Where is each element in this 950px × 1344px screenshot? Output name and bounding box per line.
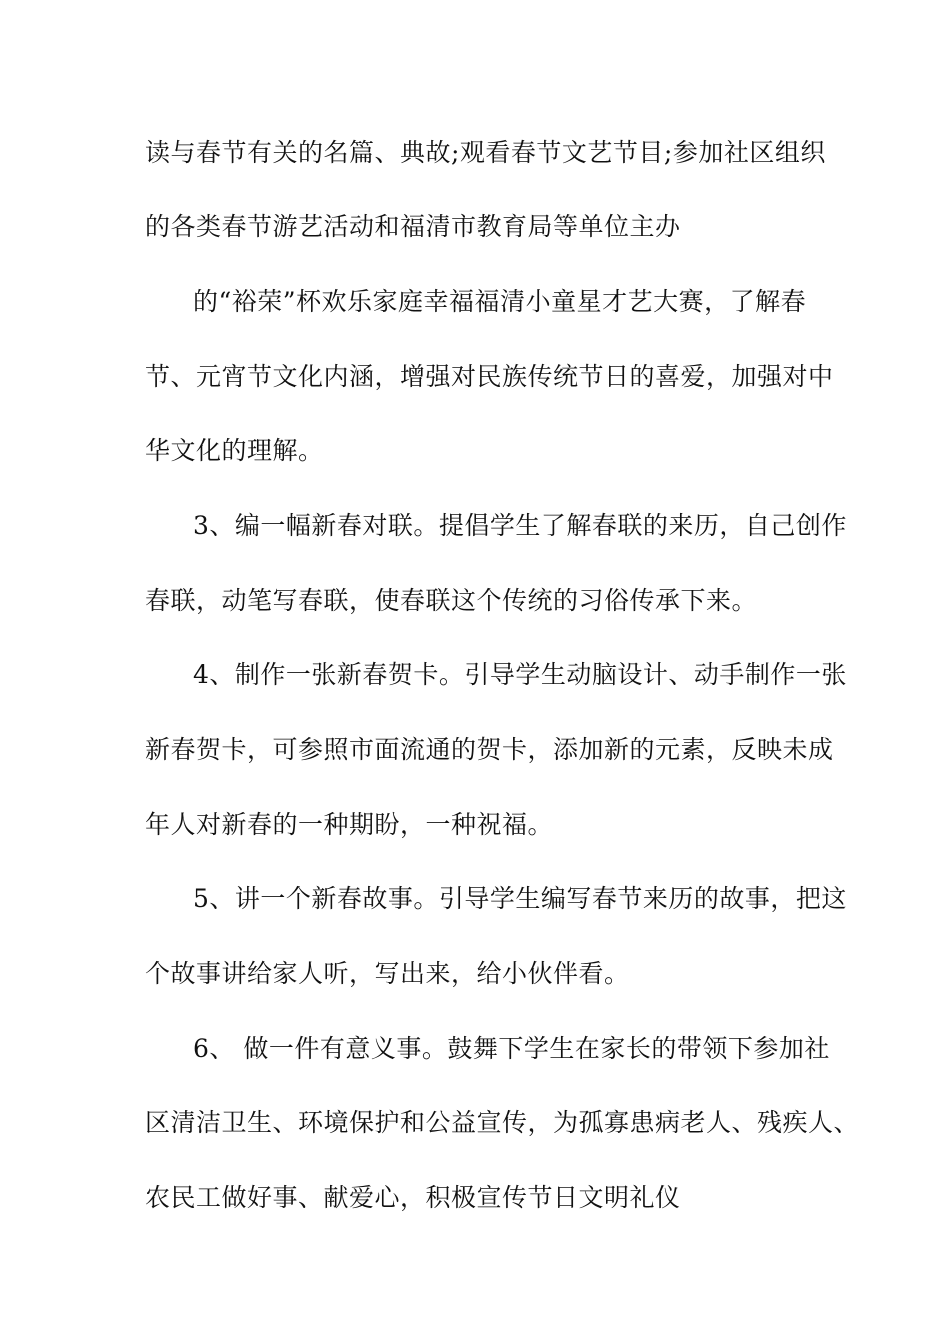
- text-line-3: 的“裕荣”杯欢乐家庭幸福福清小童星才艺大赛，了解春: [193, 287, 807, 316]
- text-line-15: 农民工做好事、献爱心，积极宣传节日文明礼仪: [145, 1183, 681, 1212]
- text-line-10: 年人对新春的一种期盼，一种祝福。: [145, 810, 554, 839]
- text-line-8: 4、制作一张新春贺卡。引导学生动脑设计、动手制作一张: [193, 660, 847, 689]
- text-line-9: 新春贺卡，可参照市面流通的贺卡，添加新的元素，反映未成: [145, 735, 834, 764]
- text-line-7: 春联，动笔写春联，使春联这个传统的习俗传承下来。: [145, 586, 758, 615]
- text-line-4: 节、元宵节文化内涵，增强对民族传统节日的喜爱，加强对中: [145, 362, 834, 391]
- text-line-6: 3、编一幅新春对联。提倡学生了解春联的来历，自己创作: [193, 511, 847, 540]
- text-line-5: 华文化的理解。: [145, 436, 324, 465]
- text-line-2: 的各类春节游艺活动和福清市教育局等单位主办: [145, 212, 681, 241]
- text-line-11: 5、讲一个新春故事。引导学生编写春节来历的故事，把这: [193, 884, 847, 913]
- text-line-12: 个故事讲给家人听，写出来，给小伙伴看。: [145, 959, 630, 988]
- text-line-14: 区清洁卫生、环境保护和公益宣传，为孤寡患病老人、残疾人、: [145, 1108, 860, 1137]
- text-line-1: 读与春节有关的名篇、典故;观看春节文艺节目;参加社区组织: [145, 138, 826, 167]
- text-line-13: 6、 做一件有意义事。鼓舞下学生在家长的带领下参加社: [193, 1034, 830, 1063]
